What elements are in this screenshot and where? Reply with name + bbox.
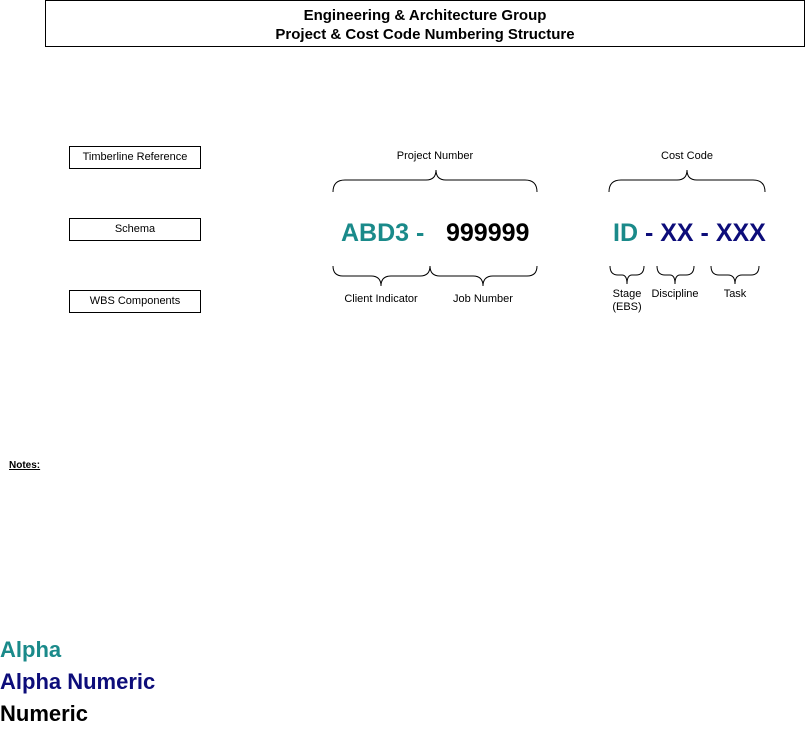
legend-numeric: Numeric <box>0 701 89 726</box>
discipline-label: Discipline <box>651 288 699 300</box>
title-line-1: Engineering & Architecture Group <box>303 7 547 24</box>
project-number-title: Project Number <box>396 150 474 162</box>
discipline-brace <box>657 266 694 284</box>
task-label: Task <box>723 288 747 300</box>
job-number-label: Job Number <box>453 293 513 305</box>
job-number-code: 999999 <box>446 219 530 247</box>
client-indicator-brace <box>333 266 430 286</box>
stage-label-line-2: (EBS) <box>612 301 642 313</box>
discipline-code: XX <box>660 219 694 247</box>
legend-alpha: Alpha <box>0 637 62 662</box>
title-line-2: Project & Cost Code Numbering Structure <box>275 26 575 43</box>
job-number-brace <box>430 266 537 286</box>
timberline-reference-box: Timberline Reference <box>69 146 201 169</box>
separator-2: - <box>700 219 709 247</box>
wbs-components-box: WBS Components <box>69 290 201 313</box>
notes-label: Notes: <box>9 460 41 471</box>
schema-box: Schema <box>69 218 201 241</box>
cost-code-schema <box>613 218 766 248</box>
legend-alpha-numeric: Alpha Numeric <box>0 669 156 694</box>
client-indicator-code: ABD3 - <box>341 219 425 247</box>
stage-code: ID <box>613 219 638 247</box>
stage-label-line-1: Stage <box>612 288 642 300</box>
stage-brace <box>610 266 644 284</box>
project-number-brace <box>333 170 537 192</box>
task-brace <box>711 266 759 284</box>
task-code: XXX <box>715 219 766 247</box>
cost-code-title: Cost Code <box>661 150 713 162</box>
cost-code-brace <box>609 170 765 192</box>
client-indicator-label: Client Indicator <box>344 293 418 305</box>
separator-1: - <box>644 219 654 247</box>
